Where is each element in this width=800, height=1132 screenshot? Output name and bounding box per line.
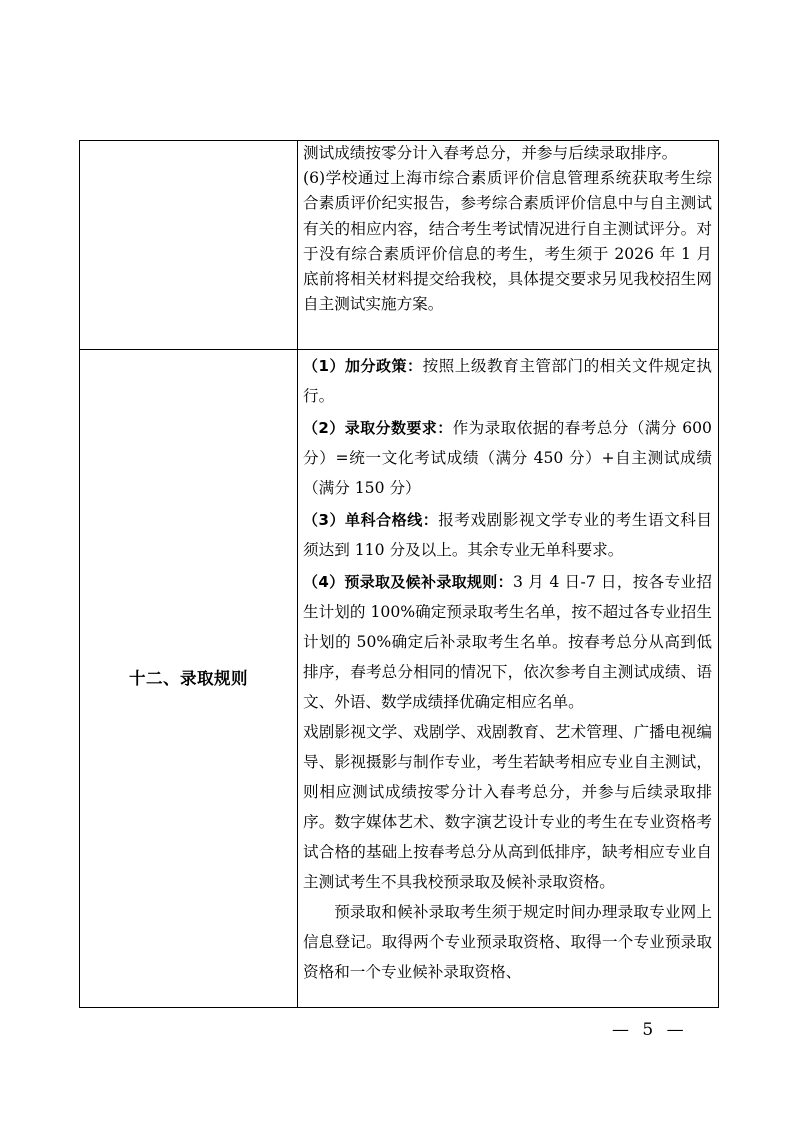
rule-paragraph-1: 戏剧影视文学、戏剧学、戏剧教育、艺术管理、广播电视编导、影视摄影与制作专业，考生若缺考相应专业自主测试，则相应测试成绩按零分计入春考总分，并参与后续录取排序。数字媒体艺术、数字演艺设计专业的考生在专业资格考试合格的基础上按春考总分从高到低排序，缺考相应专业自主测试考生不具我校预录取及候补录取资格。 [303,723,712,891]
rule-paragraph-2: 预录取和候补录取考生须于规定时间办理录取专业网上信息登记。取得两个专业预录取资格、取得一个专业预录取资格和一个专业候补录取资格、 [303,903,712,981]
row2-label: 十二、录取规则 [129,669,248,688]
row2-content [303,351,712,987]
rule-item-2-head: （2）录取分数要求： [303,419,453,437]
rule-item-4-head: （4）预录取及候补录取规则： [303,573,513,591]
rule-item-3-text: 报考戏剧影视文学专业的考生语文科目须达到 110 分及以上。其余专业无单科要求。 [303,511,712,559]
rule-item-2-text: 作为录取依据的春考总分（满分 600 分）=统一文化考试成绩（满分 450 分）+自主测试成绩（满分 150 分） [303,419,712,497]
row1-content [303,141,712,317]
rule-item-1-text: 按照上级教育主管部门的相关文件规定执行。 [303,357,712,405]
rule-item-1 [303,351,712,411]
rule-item-4 [303,567,712,717]
rule-item-3 [303,505,712,565]
rule-item-3-head: （3）单科合格线： [303,511,439,529]
row-divider [80,349,718,350]
rule-item-2 [303,413,712,503]
row1-line-1: 测试成绩按零分计入春考总分，并参与后续录取排序。 [303,144,678,162]
row1-line-2: (6)学校通过上海市综合素质评价信息管理系统获取考生综合素质评价纪实报告，参考综合素质评价信息中与自主测试有关的相应内容，结合考生考试情况进行自主测试评分。对于没有综合素质评价信息的考生，考生须于 2026 年 1 月底前将相关材料提交给我校，具体提交要求另见我校招生网自主测试实施方案。 [303,169,712,314]
page-number: — 5 — [612,1020,688,1040]
rule-item-1-head: （1）加分政策： [303,357,423,375]
rule-item-4-text: 3 月 4 日-7 日，按各专业招生计划的 100%确定预录取考生名单，按不超过各专业招生计划的 50%确定后补录取考生名单。按春考总分从高到低排序，春考总分相同的情况下，依次参考自主测试成绩、语文、外语、数学成绩择优确定相应名单。 [303,573,712,711]
admission-rules-table [79,140,719,1008]
column-divider [297,141,298,1007]
